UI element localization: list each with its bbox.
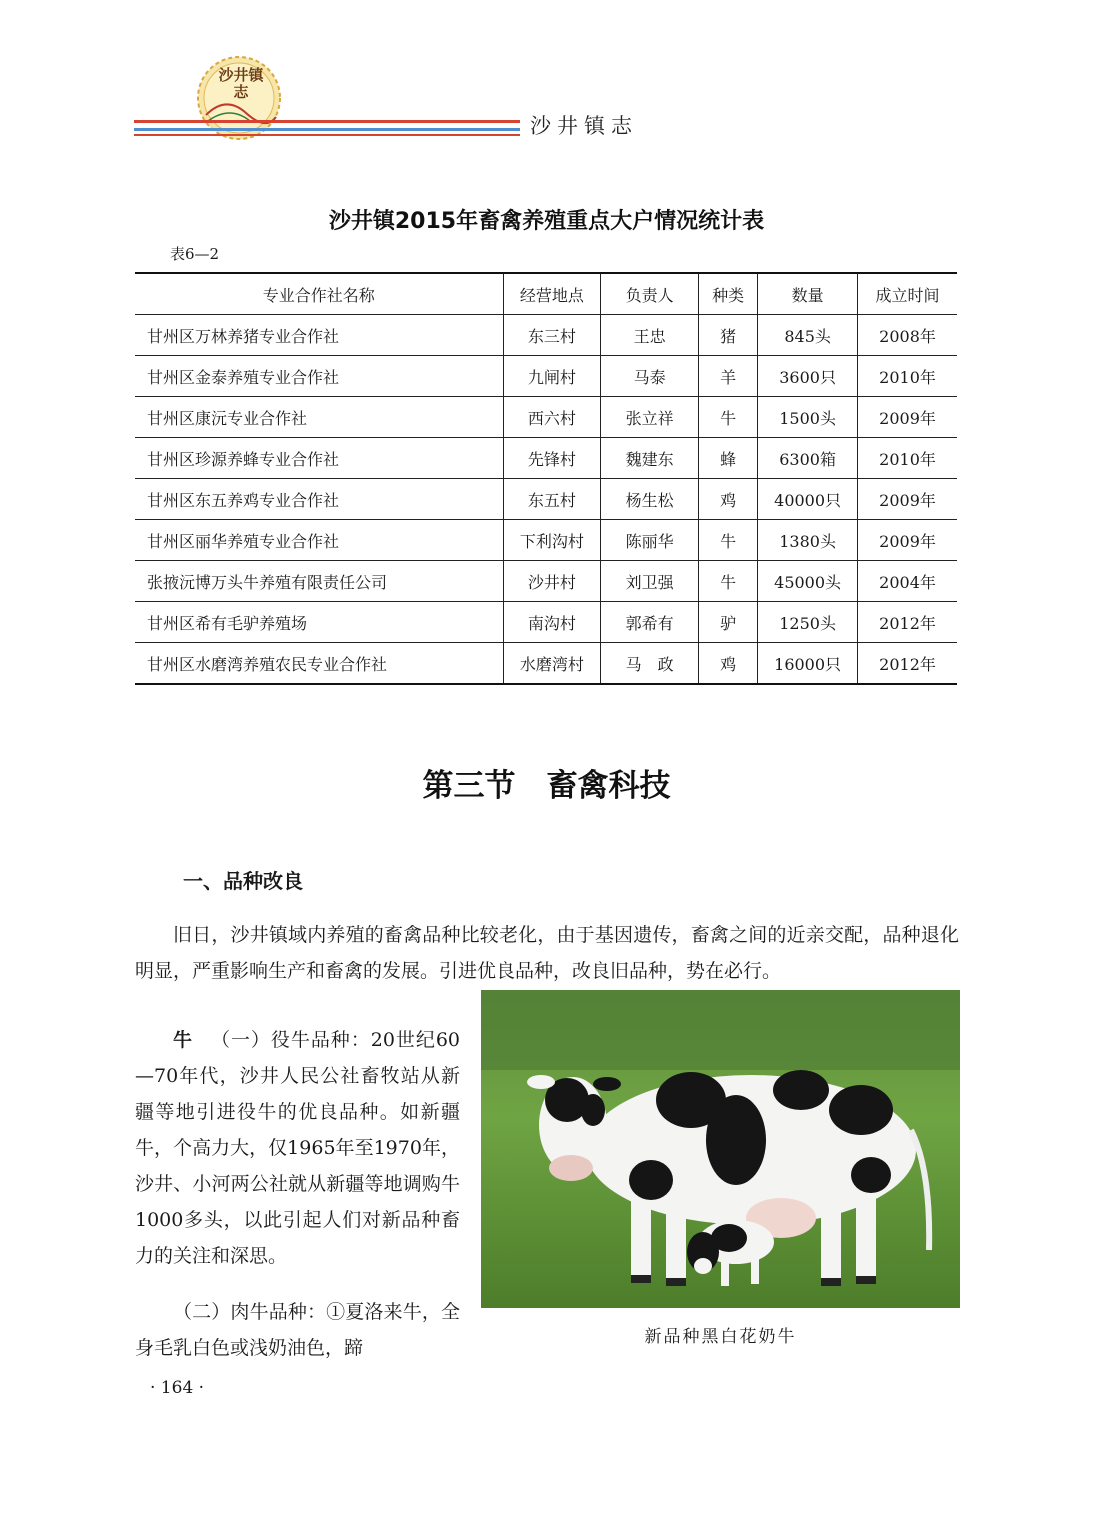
table-row xyxy=(135,520,957,561)
table-cell: 2012年 xyxy=(858,602,957,643)
table-cell: 2004年 xyxy=(858,561,957,602)
column-header: 专业合作社名称 xyxy=(135,273,503,315)
table-cell: 马泰 xyxy=(601,356,699,397)
table-cell: 蜂 xyxy=(699,438,758,479)
table-cell: 杨生松 xyxy=(601,479,699,520)
column-header: 成立时间 xyxy=(858,273,957,315)
table-cell: 驴 xyxy=(699,602,758,643)
table-cell: 2008年 xyxy=(858,315,957,356)
header-rule-red xyxy=(134,120,520,123)
table-cell: 王忠 xyxy=(601,315,699,356)
table-cell: 魏建东 xyxy=(601,438,699,479)
table-cell: 甘州区金泰养殖专业合作社 xyxy=(135,356,503,397)
table-cell: 甘州区康沅专业合作社 xyxy=(135,397,503,438)
table-cell: 845头 xyxy=(758,315,858,356)
table-cell: 沙井村 xyxy=(503,561,601,602)
table-cell: 陈丽华 xyxy=(601,520,699,561)
table-row xyxy=(135,479,957,520)
table-cell: 甘州区水磨湾养殖农民专业合作社 xyxy=(135,643,503,685)
table-cell: 甘州区丽华养殖专业合作社 xyxy=(135,520,503,561)
beef-cattle-paragraph: （二）肉牛品种：①夏洛来牛，全身毛乳白色或浅奶油色，蹄 xyxy=(135,1301,460,1359)
table-cell: 南沟村 xyxy=(503,602,601,643)
page-number: · 164 · xyxy=(150,1378,205,1398)
table-cell: 鸡 xyxy=(699,479,758,520)
cattle-paragraph xyxy=(135,1022,460,1274)
table-cell: 1500头 xyxy=(758,397,858,438)
table-cell: 牛 xyxy=(699,561,758,602)
table-cell: 6300箱 xyxy=(758,438,858,479)
table-cell: 西六村 xyxy=(503,397,601,438)
table-header-row xyxy=(135,273,957,315)
section-title: 第三节 畜禽科技 xyxy=(422,768,671,804)
table-cell: 2010年 xyxy=(858,356,957,397)
table-cell: 水磨湾村 xyxy=(503,643,601,685)
table-cell: 3600只 xyxy=(758,356,858,397)
table-cell: 2009年 xyxy=(858,479,957,520)
table-cell: 九闸村 xyxy=(503,356,601,397)
table-cell: 1380头 xyxy=(758,520,858,561)
table-cell: 2012年 xyxy=(858,643,957,685)
table-cell: 45000头 xyxy=(758,561,858,602)
table-cell: 刘卫强 xyxy=(601,561,699,602)
table-row xyxy=(135,561,957,602)
column-header: 种类 xyxy=(699,273,758,315)
table-cell: 40000只 xyxy=(758,479,858,520)
table-number: 表6—2 xyxy=(170,245,220,263)
cow-photo xyxy=(481,990,960,1308)
table-cell: 甘州区万林养猪专业合作社 xyxy=(135,315,503,356)
header-rule-blue xyxy=(134,128,520,131)
table-cell: 鸡 xyxy=(699,643,758,685)
table-row xyxy=(135,397,957,438)
table-row xyxy=(135,643,957,685)
table-body xyxy=(135,315,957,685)
table-row xyxy=(135,602,957,643)
table-cell: 东三村 xyxy=(503,315,601,356)
table-cell: 1250头 xyxy=(758,602,858,643)
table-cell: 马 政 xyxy=(601,643,699,685)
table-cell: 张掖沅博万头牛养殖有限责任公司 xyxy=(135,561,503,602)
table-cell: 2010年 xyxy=(858,438,957,479)
table-cell: 东五村 xyxy=(503,479,601,520)
table-cell: 羊 xyxy=(699,356,758,397)
table-row xyxy=(135,315,957,356)
table-cell: 张立祥 xyxy=(601,397,699,438)
column-header: 数量 xyxy=(758,273,858,315)
photo-caption: 新品种黑白花奶牛 xyxy=(644,1327,797,1347)
table-row xyxy=(135,438,957,479)
column-header: 经营地点 xyxy=(503,273,601,315)
table-cell: 2009年 xyxy=(858,397,957,438)
running-header-title: 沙井镇志 xyxy=(530,114,638,138)
table-cell: 先锋村 xyxy=(503,438,601,479)
table-title: 沙井镇2015年畜禽养殖重点大户情况统计表 xyxy=(328,209,765,234)
livestock-stats-table xyxy=(135,272,957,685)
table-cell: 16000只 xyxy=(758,643,858,685)
table-cell: 牛 xyxy=(699,520,758,561)
subsection-title: 一、品种改良 xyxy=(183,869,303,893)
table-row xyxy=(135,356,957,397)
table-cell: 牛 xyxy=(699,397,758,438)
cattle-lead-word: 牛 xyxy=(173,1029,193,1051)
intro-paragraph: 旧日，沙井镇域内养殖的畜禽品种比较老化，由于基因遗传，畜禽之间的近亲交配，品种退化明显，严重影响生产和畜禽的发展。引进优良品种，改良旧品种，势在必行。 xyxy=(135,924,959,982)
table-cell: 甘州区东五养鸡专业合作社 xyxy=(135,479,503,520)
table-cell: 下利沟村 xyxy=(503,520,601,561)
table-cell: 猪 xyxy=(699,315,758,356)
column-header: 负责人 xyxy=(601,273,699,315)
logo-text: 沙井镇志 xyxy=(218,66,264,101)
header-rule-red-thin xyxy=(134,134,520,136)
table-cell: 甘州区珍源养蜂专业合作社 xyxy=(135,438,503,479)
table-cell: 2009年 xyxy=(858,520,957,561)
table-cell: 甘州区希有毛驴养殖场 xyxy=(135,602,503,643)
table-cell: 郭希有 xyxy=(601,602,699,643)
cattle-paragraph-text: （一）役牛品种：20世纪60—70年代，沙井人民公社畜牧站从新疆等地引进役牛的优良品种。如新疆牛，个高力大，仅1965年至1970年，沙井、小河两公社就从新疆等地调购牛1000多头，以此引起人们对新品种畜力的关注和深思。 xyxy=(135,1029,460,1267)
